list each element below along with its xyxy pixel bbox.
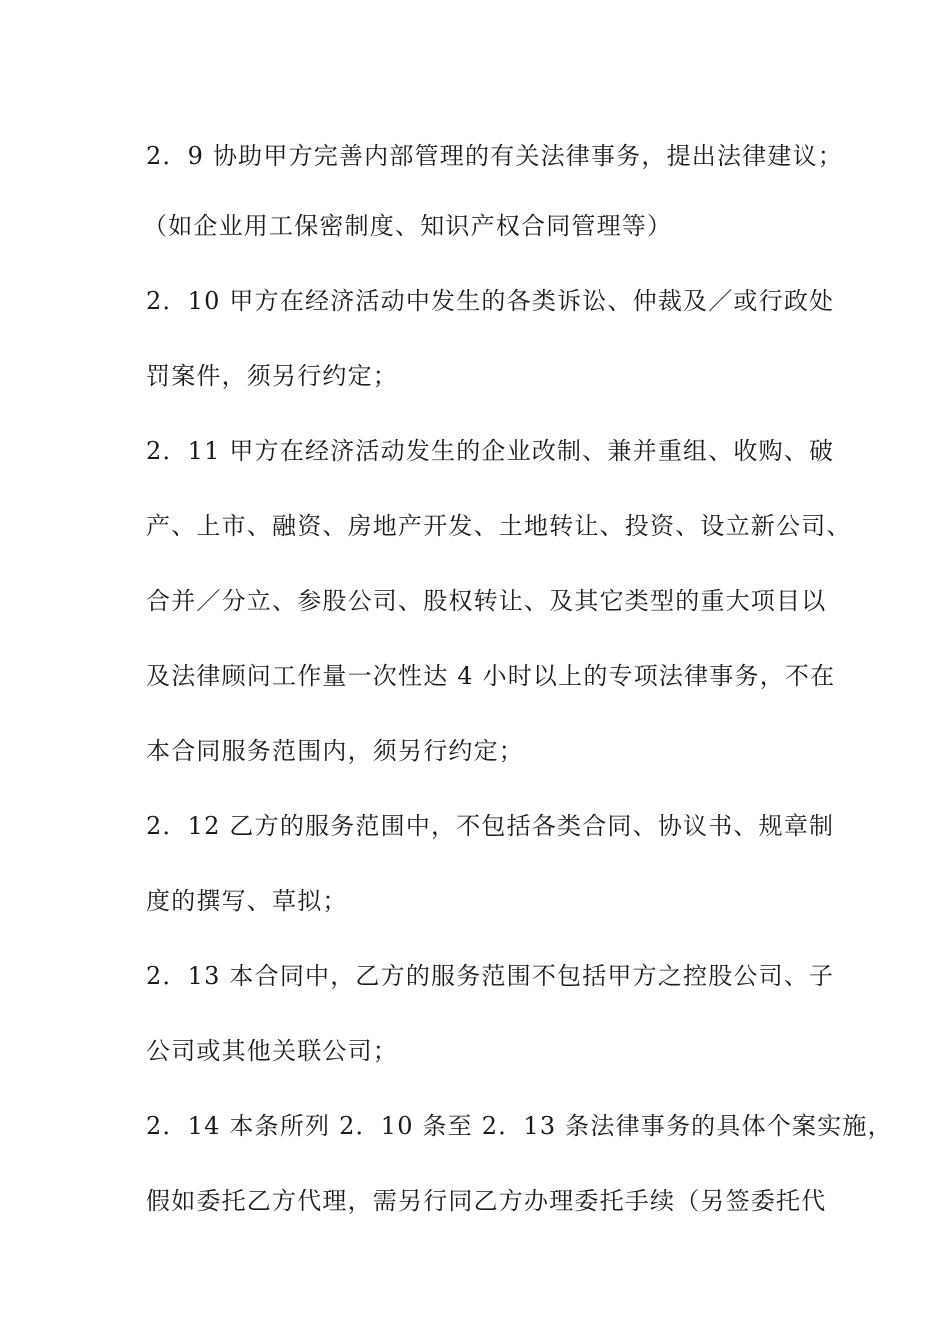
text-line-11: 度的撰写、草拟； [146,887,348,915]
text-line-6: 产、上市、融资、房地产开发、土地转让、投资、设立新公司、 [146,512,852,540]
text-line-13: 公司或其他关联公司； [146,1037,398,1065]
text-line-10: 2．12 乙方的服务范围中，不包括各类合同、协议书、规章制 [146,812,835,840]
text-line-14: 2．14 本条所列 2．10 条至 2．13 条法律事务的具体个案实施， [146,1112,893,1140]
text-line-1: 2．9 协助甲方完善内部管理的有关法律事务，提出法律建议； [146,142,843,170]
text-line-5: 2．11 甲方在经济活动发生的企业改制、兼并重组、收购、破 [146,437,835,465]
text-line-9: 本合同服务范围内，须另行约定； [146,737,524,765]
text-line-7: 合并／分立、参股公司、股权转让、及其它类型的重大项目以 [146,587,827,615]
text-line-2: （如企业用工保密制度、知识产权合同管理等） [143,212,673,240]
text-line-12: 2．13 本合同中，乙方的服务范围不包括甲方之控股公司、子 [146,962,835,990]
text-line-15: 假如委托乙方代理，需另行同乙方办理委托手续（另签委托代 [146,1187,827,1215]
text-line-8: 及法律顾问工作量一次性达 4 小时以上的专项法律事务，不在 [146,662,836,690]
text-line-4: 罚案件，须另行约定； [146,362,398,390]
text-line-3: 2．10 甲方在经济活动中发生的各类诉讼、仲裁及／或行政处 [146,287,835,315]
